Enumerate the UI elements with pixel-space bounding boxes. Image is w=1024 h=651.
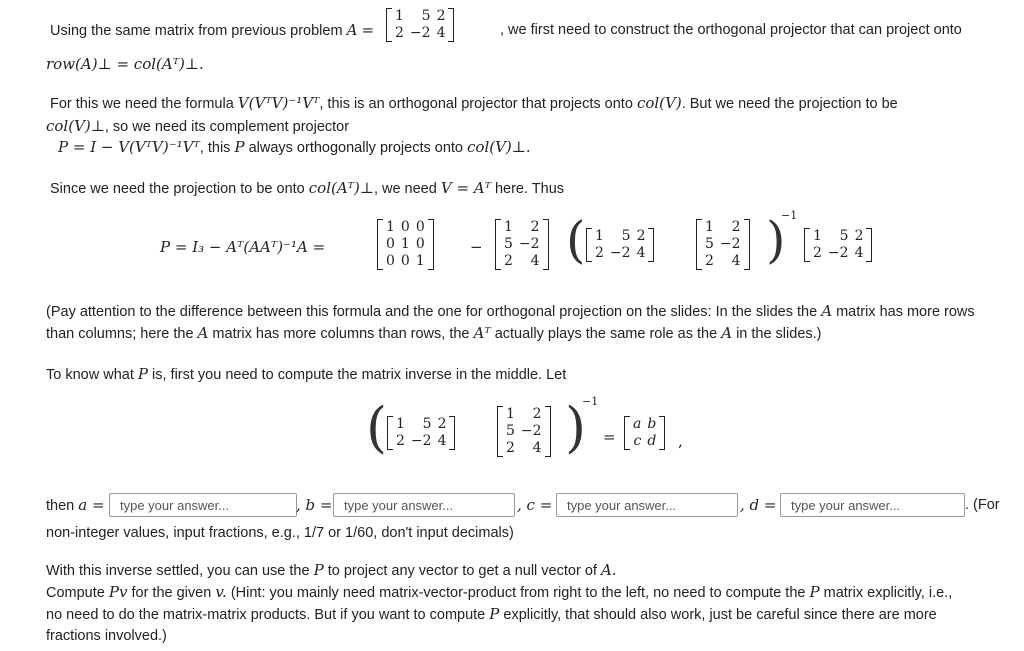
matrix-cell: −2 <box>518 236 540 252</box>
c-label: , c = <box>517 496 553 514</box>
matrix-cell: 1 <box>400 236 410 252</box>
matrix-cell: 0 <box>386 253 395 269</box>
text: then <box>46 498 75 514</box>
text: To know what <box>46 367 134 383</box>
symbol-A: A <box>721 324 733 342</box>
matrix-AT-inv <box>497 406 551 457</box>
text: , this <box>199 140 231 156</box>
matrix-cell: 2 <box>395 25 404 41</box>
matrix-cell: 2 <box>532 406 542 422</box>
symbol-A: A <box>197 324 209 342</box>
matrix-cell: 4 <box>530 253 540 269</box>
bracket-right <box>545 406 551 457</box>
V-equals-AT: V = Aᵀ <box>440 179 491 197</box>
matrix-cell: 2 <box>854 228 864 244</box>
text: always orthogonally projects onto <box>248 140 463 156</box>
text: matrix explicitly, i.e., <box>823 585 953 601</box>
left-paren: ( <box>566 211 586 269</box>
minus-sign: − <box>470 238 483 256</box>
text: for the given <box>131 585 212 601</box>
note-line1 <box>46 302 975 321</box>
equals-sign: = <box>603 428 616 446</box>
text: , we need <box>373 181 437 197</box>
matrix-cell: 0 <box>400 219 410 235</box>
matrix-cell: 4 <box>636 245 646 261</box>
matrix-cell: 2 <box>705 253 714 269</box>
intro-suffix: , we first need to construct the orthogonal projector that can project onto <box>500 22 962 38</box>
equals-sign: = <box>361 21 375 39</box>
matrix-cell: d <box>647 433 657 449</box>
projector-formula: V(VᵀV)⁻¹Vᵀ <box>237 94 320 112</box>
matrix-cell: 2 <box>506 440 515 456</box>
matrix-cell: 5 <box>506 423 515 439</box>
matrix-A-right <box>804 228 872 262</box>
text: With this inverse settled, you can use the <box>46 563 310 579</box>
row-col-statement: row(A)⊥ = col(Aᵀ)⊥. <box>46 55 204 73</box>
matrix-A <box>386 8 454 42</box>
text: . But we need the projection to be <box>681 96 898 112</box>
matrix-cell: 2 <box>530 219 540 235</box>
matrix-A-inv <box>387 416 455 450</box>
symbol-A: A <box>346 21 358 39</box>
matrix-cell: 2 <box>813 245 822 261</box>
matrix-AT <box>495 219 549 270</box>
matrix-cell: 5 <box>504 236 513 252</box>
comma: , <box>678 432 683 450</box>
intro-text: Using the same matrix from previous problem <box>50 23 343 39</box>
then-label <box>46 496 105 515</box>
matrix-cell: 0 <box>386 236 395 252</box>
symbol-v: v. <box>215 583 227 601</box>
matrix-cell: 0 <box>400 253 410 269</box>
matrix-cell: 1 <box>395 8 404 24</box>
text: , this is an orthogonal projector that projects onto <box>319 96 633 112</box>
text: Compute <box>46 585 105 601</box>
col-V-perp: col(V)⊥ <box>46 117 105 135</box>
final-line4: fractions involved.) <box>46 628 167 644</box>
symbol-A: A. <box>600 561 617 579</box>
matrix-I3 <box>377 219 434 270</box>
matrix-cell: 4 <box>436 25 446 41</box>
col-V-perp: col(V)⊥. <box>467 138 531 156</box>
intro-line <box>50 21 374 40</box>
text: Since we need the projection to be onto <box>50 181 305 197</box>
bracket-right <box>448 8 454 42</box>
bracket-right <box>449 416 455 450</box>
matrix-cell: 0 <box>415 219 425 235</box>
text: than columns; here the <box>46 326 194 342</box>
bracket-right <box>866 228 872 262</box>
bracket-right <box>659 416 665 450</box>
text: For this we need the formula <box>50 96 234 112</box>
right-paren: ) <box>766 211 786 269</box>
matrix-cell: 2 <box>731 219 741 235</box>
formula-paragraph-line3 <box>58 138 531 157</box>
left-paren: ( <box>366 396 388 459</box>
text: , so we need its complement projector <box>104 119 350 135</box>
final-line1 <box>46 561 617 580</box>
matrix-cell: 4 <box>532 440 542 456</box>
bracket-right <box>648 228 654 262</box>
symbol-P: P <box>137 365 148 383</box>
text: to project any vector to get a null vector of <box>327 563 597 579</box>
matrix-cell: a <box>633 416 642 432</box>
symbol-P: P <box>489 605 500 623</box>
formula-paragraph-line1 <box>50 94 898 113</box>
formula-paragraph-line2 <box>46 117 349 136</box>
complement-projector: P = I − V(VᵀV)⁻¹Vᵀ <box>58 138 200 156</box>
answer-c-input[interactable] <box>556 493 738 517</box>
matrix-cell: c <box>633 433 642 449</box>
text: no need to do the matrix-matrix products. But if you want to compute <box>46 607 486 623</box>
matrix-cell: 5 <box>422 416 432 432</box>
matrix-cell: 1 <box>705 219 714 235</box>
b-label: , b = <box>296 496 333 514</box>
inverse-exponent: −1 <box>582 395 599 408</box>
matrix-cell: b <box>647 416 657 432</box>
text: matrix has more columns than rows, the <box>212 326 470 342</box>
symbol-P: P <box>313 561 324 579</box>
text: is, first you need to compute the matrix inverse in the middle. Let <box>152 367 567 383</box>
choose-V-line <box>50 179 564 198</box>
matrix-A-inner <box>586 228 654 262</box>
note-line2 <box>46 324 822 343</box>
a-label: a = <box>78 496 105 514</box>
text: (Pay attention to the difference between this formula and the one for orthogonal projection on the slides: In the slides the <box>46 304 818 320</box>
matrix-cell: 1 <box>396 416 405 432</box>
right-paren: ) <box>565 396 587 459</box>
text: actually plays the same role as the <box>494 326 718 342</box>
bracket-right <box>428 219 434 270</box>
text: in the slides.) <box>736 326 822 342</box>
matrix-abcd <box>624 416 665 450</box>
for-text: . (For <box>965 497 1000 513</box>
matrix-cell: −2 <box>609 245 631 261</box>
text: explicitly, that should also work, just be careful since there are more <box>503 607 937 623</box>
symbol-P: P <box>234 138 245 156</box>
answer-a-input[interactable] <box>109 493 297 517</box>
matrix-cell: 4 <box>854 245 864 261</box>
symbol-AT: Aᵀ <box>473 324 491 342</box>
matrix-cell: 2 <box>436 8 446 24</box>
matrix-cell: 2 <box>396 433 405 449</box>
matrix-cell: 2 <box>504 253 513 269</box>
answer-d-input[interactable] <box>780 493 965 517</box>
fraction-note: non-integer values, input fractions, e.g., 1/7 or 1/60, don't input decimals) <box>46 525 514 541</box>
matrix-cell: 5 <box>421 8 431 24</box>
text: here. Thus <box>494 181 565 197</box>
matrix-cell: 2 <box>437 416 447 432</box>
matrix-cell: 0 <box>415 236 425 252</box>
matrix-cell: −2 <box>827 245 849 261</box>
text: matrix has more rows <box>836 304 975 320</box>
text: (Hint: you mainly need matrix-vector-product from right to the left, no need to compute the <box>230 585 806 601</box>
matrix-cell: 1 <box>415 253 425 269</box>
symbol-P: P <box>809 583 820 601</box>
matrix-cell: 1 <box>595 228 604 244</box>
matrix-cell: 1 <box>506 406 515 422</box>
col-V: col(V) <box>636 94 682 112</box>
matrix-cell: 5 <box>621 228 631 244</box>
bracket-right <box>744 219 750 270</box>
matrix-cell: 5 <box>839 228 849 244</box>
matrix-cell: 1 <box>813 228 822 244</box>
inverse-exponent: −1 <box>781 209 798 222</box>
d-label: , d = <box>740 496 777 514</box>
matrix-cell: −2 <box>520 423 542 439</box>
answer-b-input[interactable] <box>333 493 515 517</box>
bracket-right <box>543 219 549 270</box>
final-line2 <box>46 583 952 602</box>
matrix-cell: −2 <box>409 25 431 41</box>
matrix-cell: −2 <box>410 433 432 449</box>
matrix-cell: 2 <box>595 245 604 261</box>
projector-lhs: P = I₃ − Aᵀ(AAᵀ)⁻¹A = <box>160 238 326 256</box>
col-AT-perp: col(Aᵀ)⊥ <box>308 179 374 197</box>
inverse-intro <box>46 365 566 384</box>
matrix-AT-inner <box>696 219 750 270</box>
matrix-cell: 5 <box>705 236 714 252</box>
final-line3 <box>46 605 937 624</box>
symbol-A: A <box>821 302 833 320</box>
matrix-cell: −2 <box>719 236 741 252</box>
matrix-cell: 2 <box>636 228 646 244</box>
matrix-cell: 1 <box>386 219 395 235</box>
matrix-cell: 4 <box>437 433 447 449</box>
symbol-Pv: Pv <box>108 583 128 601</box>
matrix-cell: 4 <box>731 253 741 269</box>
matrix-cell: 1 <box>504 219 513 235</box>
